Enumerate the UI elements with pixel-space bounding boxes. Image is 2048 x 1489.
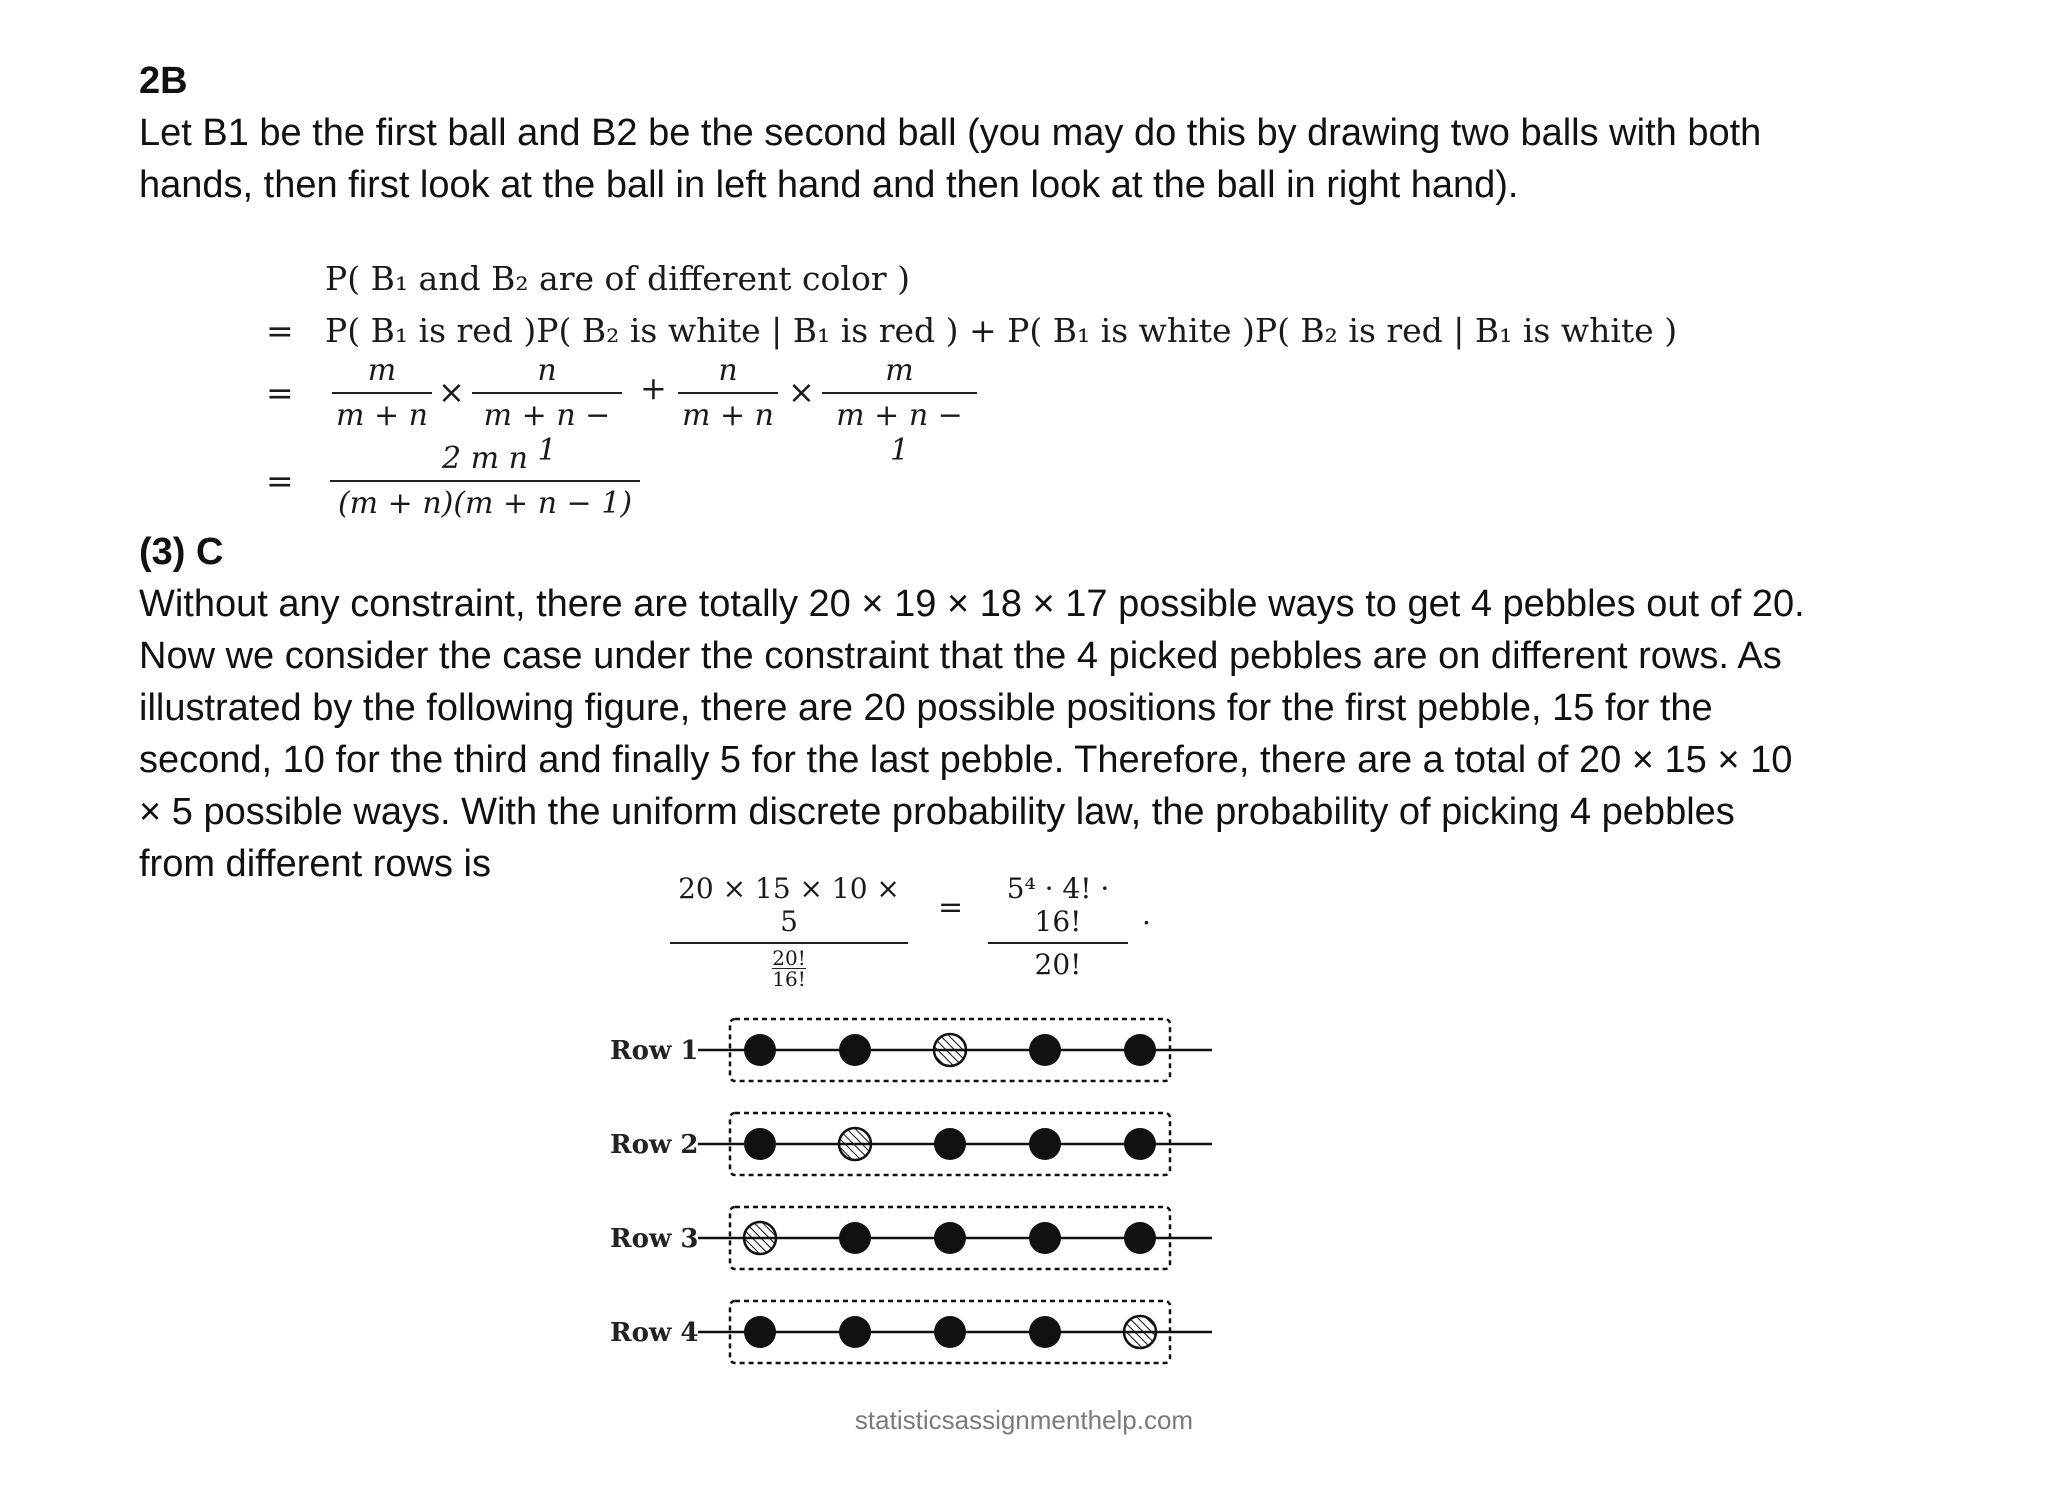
section-3c-line4: second, 10 for the third and finally 5 for the last pebble. Therefore, there are a total of 20 × 15 × 10 (139, 739, 1793, 781)
times-sign-2: × (788, 373, 815, 411)
pebble (1029, 1034, 1061, 1066)
pebble (934, 1222, 966, 1254)
section-3c-line1: Without any constraint, there are totally 20 × 19 × 18 × 17 possible ways to get 4 pebbles out of 20. (139, 583, 1805, 625)
final-fraction: 2 m n (m + n)(m + n − 1) (330, 441, 640, 521)
derivation-line1: P( B₁ and B₂ are of different color ) (325, 259, 910, 298)
pebble (744, 1128, 776, 1160)
formula-equals: = (938, 890, 964, 925)
pebble (1124, 1222, 1156, 1254)
pebble (839, 1034, 871, 1066)
plus-sign: + (640, 369, 667, 407)
derivation-equals-3: = (266, 461, 294, 500)
pebble (1124, 1034, 1156, 1066)
pebble-figure (600, 1010, 1240, 1390)
times-sign-1: × (438, 373, 465, 411)
picked-pebble (744, 1222, 776, 1254)
pebble (744, 1316, 776, 1348)
picked-pebble (1124, 1316, 1156, 1348)
fraction-m-over-m-plus-n: m m + n (332, 353, 432, 433)
section-3c-line3: illustrated by the following figure, there are 20 possible positions for the first pebble, 15 for the (139, 687, 1713, 729)
pebble (934, 1128, 966, 1160)
probability-formula (670, 868, 1190, 991)
fraction-n-over-m-plus-n: n m + n (678, 353, 778, 433)
row-label: Row 3 (610, 1224, 699, 1254)
section-2b-intro-line1: Let B1 be the first ball and B2 be the second ball (you may do this by drawing two balls with both (139, 112, 1762, 154)
section-3c-line6: from different rows is (139, 843, 491, 885)
pebble-row-1 (610, 1019, 1212, 1081)
pebble (839, 1222, 871, 1254)
pebble (1029, 1128, 1061, 1160)
formula-period: . (1142, 898, 1151, 931)
pebble-row-3 (610, 1207, 1212, 1269)
section-3c-heading: (3) C (139, 531, 224, 573)
pebble (1029, 1222, 1061, 1254)
section-3c-line5: × 5 possible ways. With the uniform discrete probability law, the probability of picking 4 pebbles (139, 791, 1735, 833)
pebble (1029, 1316, 1061, 1348)
section-3c-line2: Now we consider the case under the constraint that the 4 picked pebbles are on different rows. As (139, 635, 1782, 677)
picked-pebble (839, 1128, 871, 1160)
derivation-equals-2: = (266, 373, 294, 412)
pebble (839, 1316, 871, 1348)
row-label: Row 2 (610, 1130, 699, 1160)
pebble (934, 1316, 966, 1348)
pebble (1124, 1128, 1156, 1160)
pebble-row-2 (610, 1113, 1212, 1175)
pebble-row-4 (610, 1301, 1212, 1363)
formula-right-fraction: 5⁴ · 4! · 16! 20! (988, 872, 1128, 981)
pebble (744, 1034, 776, 1066)
section-2b-heading: 2B (139, 60, 188, 102)
fraction-n-over-m-plus-n-minus-1: n m + n − 1 (472, 353, 622, 468)
watermark-footer: statisticsassignmenthelp.com (854, 1405, 1194, 1435)
picked-pebble (934, 1034, 966, 1066)
derivation-block (260, 255, 1678, 535)
row-label: Row 1 (610, 1036, 699, 1066)
fraction-m-over-m-plus-n-minus-1: m m + n − 1 (822, 353, 977, 468)
derivation-line2: P( B₁ is red )P( B₂ is white | B₁ is red ) + P( B₁ is white )P( B₂ is red | B₁ is white ) (325, 311, 1678, 350)
derivation-equals-1: = (266, 311, 294, 350)
section-2b-intro-line2: hands, then first look at the ball in left hand and then look at the ball in right hand). (139, 164, 1519, 206)
row-label: Row 4 (610, 1318, 699, 1348)
formula-left-fraction: 20 × 15 × 10 × 5 $\frac{20!}{16!}$ (670, 872, 908, 989)
